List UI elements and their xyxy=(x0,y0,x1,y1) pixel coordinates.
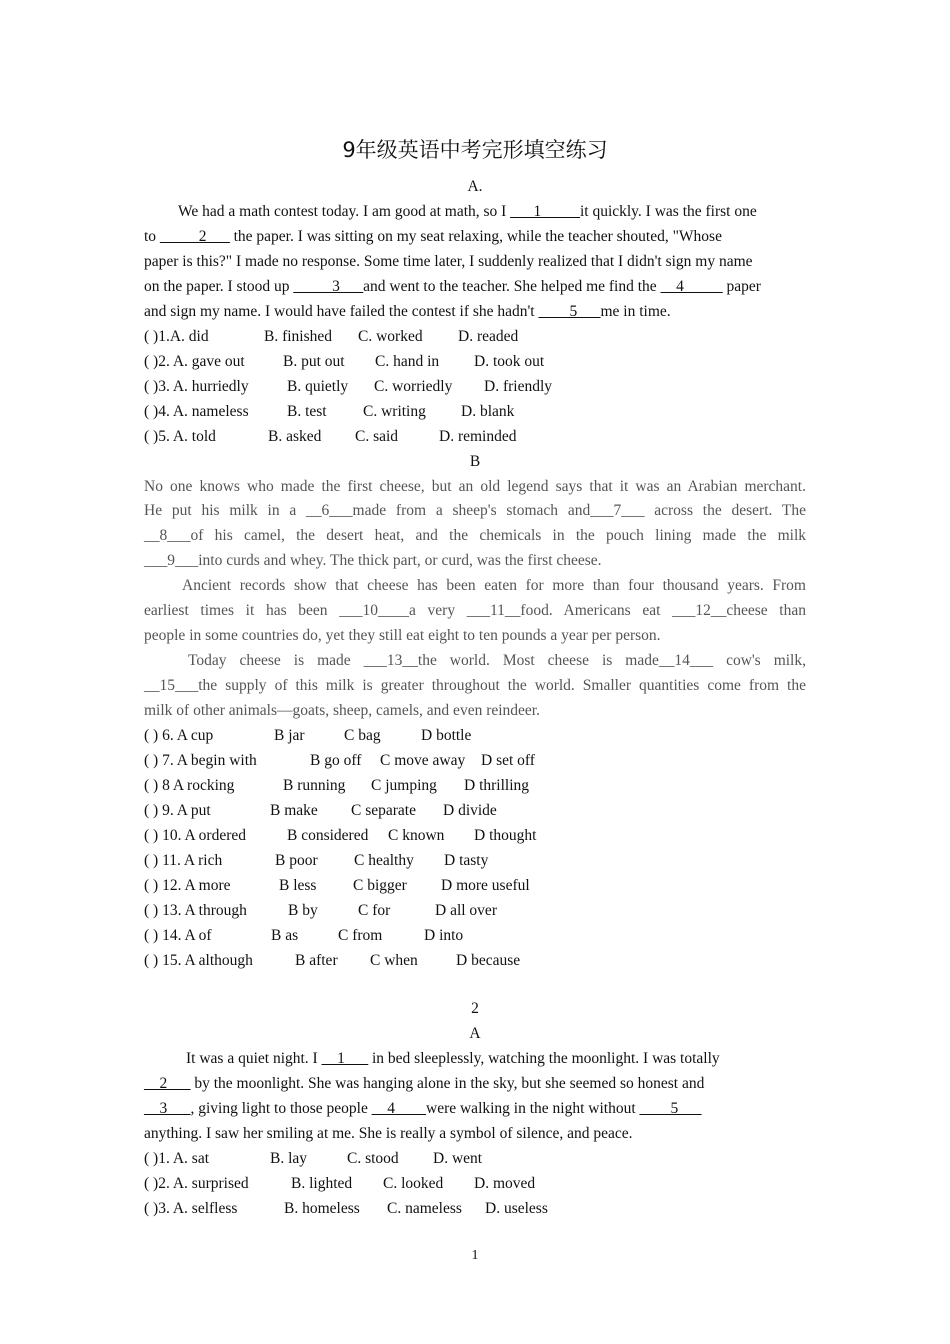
question-row: ( )3. A. selfless B. homeless C. nameless D. useless xyxy=(144,1200,548,1217)
passage-line: Ancient records show that cheese has been eaten for more than four thousand years. From xyxy=(182,577,806,594)
passage-line: earliest times it has been ___10____a very ___11__food. Americans eat ___12__cheese than xyxy=(144,602,806,619)
blank: ____5___ xyxy=(538,303,601,320)
blank: __2___ xyxy=(144,1075,191,1092)
page-title: 9年级英语中考完形填空练习 xyxy=(342,138,608,162)
passage-line: __15___the supply of this milk is greater throughout the world. Smaller quantities come from the xyxy=(144,677,806,694)
passage-line: milk of other animals—goats, sheep, camels, and even reindeer. xyxy=(144,702,540,719)
passage-line: and sign my name. I would have failed the contest if she hadn't ____5___me in time. xyxy=(144,303,671,320)
question-row: ( ) 13. A through B by C for D all over xyxy=(144,902,497,919)
question-row: ( )2. A. surprised B. lighted C. looked D. moved xyxy=(144,1175,536,1192)
page-number: 1 xyxy=(471,1248,479,1263)
section-label: A. xyxy=(467,178,483,195)
passage-line: paper is this?" I made no response. Some time later, I suddenly realized that I didn't sign my name xyxy=(144,253,753,270)
passage-line: He put his milk in a __6___made from a sheep's stomach and___7___ across the desert. The xyxy=(144,502,806,519)
blank: ___1_____ xyxy=(510,203,580,220)
passage-line: ___9___into curds and whey. The thick part, or curd, was the first cheese. xyxy=(144,552,602,569)
question-row: ( ) 12. A more B less C bigger D more useful xyxy=(144,877,530,894)
blank: _____3___ xyxy=(293,278,364,295)
passage-line: It was a quiet night. I __1___ in bed sleeplessly, watching the moonlight. I was totally xyxy=(186,1050,720,1067)
passage-line: on the paper. I stood up _____3___and went to the teacher. She helped me find the __4_____ paper xyxy=(144,278,761,295)
passage-line: We had a math contest today. I am good at math, so I ___1_____it quickly. I was the first one xyxy=(178,203,757,220)
question-row: ( )5. A. told B. asked C. said D. reminded xyxy=(144,428,517,445)
question-row: ( )4. A. nameless B. test C. writing D. blank xyxy=(144,403,515,420)
passage-line: No one knows who made the first cheese, but an old legend says that it was an Arabian merchant. xyxy=(144,478,806,495)
passage-line: __3___, giving light to those people __4____were walking in the night without ____5___ xyxy=(144,1100,702,1117)
question-row: ( ) 11. A rich B poor C healthy D tasty xyxy=(144,852,489,869)
passage-line: __2___ by the moonlight. She was hanging alone in the sky, but she seemed so honest and xyxy=(144,1075,705,1092)
question-row: ( ) 15. A although B after C when D because xyxy=(144,952,521,969)
question-row: ( ) 14. A of B as C from D into xyxy=(144,927,464,944)
question-row: ( ) 10. A ordered B considered C known D thought xyxy=(144,827,537,844)
question-row: ( )3. A. hurriedly B. quietly C. worriedly D. friendly xyxy=(144,378,553,395)
blank: _____2___ xyxy=(159,228,230,245)
question-row: ( )1.A. did B. finished C. worked D. readed xyxy=(144,328,519,345)
blank: __4_____ xyxy=(660,278,723,295)
passage-line: __8___of his camel, the desert heat, and the chemicals in the pouch lining made the milk xyxy=(144,527,806,544)
passage-line: Today cheese is made ___13__the world. Most cheese is made__14___ cow's milk, xyxy=(188,652,806,669)
blank: __3___ xyxy=(144,1100,191,1117)
section-label: B xyxy=(469,453,481,470)
passage-line: to _____2___ the paper. I was sitting on my seat relaxing, while the teacher shouted, "Whose xyxy=(144,228,722,245)
blank: __4____ xyxy=(371,1100,426,1117)
section-number: 2 xyxy=(471,1000,479,1017)
question-row: ( )2. A. gave out B. put out C. hand in D. took out xyxy=(144,353,545,370)
section-label: A xyxy=(469,1025,481,1042)
passage-line: anything. I saw her smiling at me. She is really a symbol of silence, and peace. xyxy=(144,1125,633,1142)
question-row: ( ) 9. A put B make C separate D divide xyxy=(144,802,497,819)
question-row: ( )1. A. sat B. lay C. stood D. went xyxy=(144,1150,483,1167)
question-row: ( ) 6. A cup B jar C bag D bottle xyxy=(144,727,472,744)
question-row: ( ) 7. A begin with B go off C move away D set off xyxy=(144,752,535,769)
question-row: ( ) 8 A rocking B running C jumping D thrilling xyxy=(144,777,530,794)
blank: ____5___ xyxy=(639,1100,702,1117)
passage-line: people in some countries do, yet they still eat eight to ten pounds a year per person. xyxy=(144,627,661,644)
blank: __1___ xyxy=(321,1050,369,1067)
